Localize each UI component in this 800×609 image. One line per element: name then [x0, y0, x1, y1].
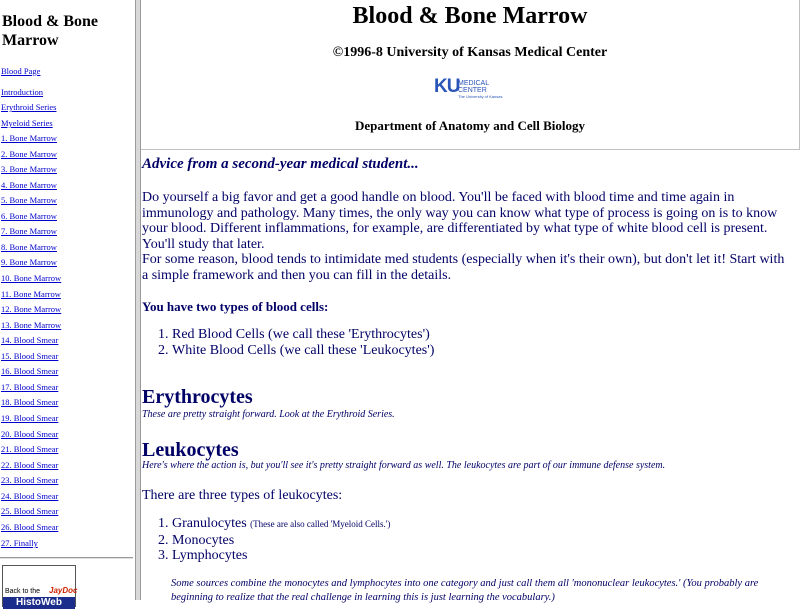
banner-back-text: Back to the — [5, 588, 41, 595]
main-frame — [141, 0, 800, 603]
sidebar-link-13[interactable]: 13. Bone Marrow — [1, 320, 62, 330]
list-item-monocytes: 2. Monocytes — [172, 533, 390, 549]
sidebar-link-4[interactable]: 4. Bone Marrow — [1, 180, 57, 190]
leukocyte-types-list — [149, 516, 390, 564]
sidebar-link-8[interactable]: 8. Bone Marrow — [1, 242, 57, 252]
sidebar-link-26[interactable]: 26. Blood Smear — [1, 522, 59, 532]
sidebar-link-12[interactable]: 12. Bone Marrow — [1, 304, 62, 314]
sidebar-link-11[interactable]: 11. Bone Marrow — [1, 289, 61, 299]
granulocytes-label: Granulocytes — [172, 516, 247, 531]
leukocytes-note: Here's where the action is, but you'll see it's pretty straight forward as well. The leukocytes are part of our immune defense system. — [142, 460, 666, 471]
advice-heading: Advice from a second-year medical student... — [142, 156, 419, 172]
sidebar-link-7[interactable]: 7. Bone Marrow — [1, 226, 57, 236]
copyright-text: ©1996-8 University of Kansas Medical Center — [332, 45, 608, 60]
ku-logo-letters: KU — [434, 76, 460, 97]
ku-medical-center-logo — [434, 77, 508, 101]
sidebar-link-3[interactable]: 3. Bone Marrow — [1, 164, 57, 174]
ku-logo-medical: MEDICAL CENTER — [458, 80, 489, 94]
list-item-lymphocytes: 3. Lymphocytes — [172, 548, 390, 564]
banner-histoweb-text: HistoWeb — [3, 597, 75, 609]
sidebar-link-erythroid-series[interactable]: Erythroid Series — [1, 102, 57, 112]
sidebar-link-23[interactable]: 23. Blood Smear — [1, 475, 59, 485]
sidebar-link-1[interactable]: 1. Bone Marrow — [1, 133, 57, 143]
blood-cell-types-list — [149, 327, 434, 358]
sidebar-link-myeloid-series[interactable]: Myeloid Series — [1, 118, 53, 128]
ku-logo-subtitle: The University of Kansas — [458, 94, 503, 99]
list-item-white-blood-cells: 2. White Blood Cells (we call these 'Leukocytes') — [172, 343, 434, 359]
sidebar-link-10[interactable]: 10. Bone Marrow — [1, 273, 62, 283]
sidebar-link-15[interactable]: 15. Blood Smear — [1, 351, 59, 361]
list-item-granulocytes — [172, 516, 390, 533]
two-types-heading: You have two types of blood cells: — [142, 299, 329, 314]
erythrocytes-heading: Erythrocytes — [142, 386, 253, 408]
three-types-text: There are three types of leukocytes: — [142, 488, 343, 503]
sidebar-link-22[interactable]: 22. Blood Smear — [1, 460, 59, 470]
histoweb-banner[interactable] — [2, 565, 76, 607]
sidebar-link-introduction[interactable]: Introduction — [1, 87, 44, 97]
myeloid-cells-note: (These are also called 'Myeloid Cells.') — [250, 519, 391, 529]
sidebar-link-21[interactable]: 21. Blood Smear — [1, 444, 59, 454]
banner-jaydoc-logo: JayDoc — [49, 586, 78, 595]
department-name: Department of Anatomy and Cell Biology — [354, 118, 586, 133]
sidebar-link-20[interactable]: 20. Blood Smear — [1, 429, 59, 439]
intro-paragraph: Do yourself a big favor and get a good handle on blood. You'll be faced with blood time and time again in immunology and pathology. Many times, the only way you can know what type of process is going on is to know your blood. Different inflammations, for example, are differentiated by what type of white blood cell is present. You'll study that later. — [142, 190, 778, 252]
sidebar-link-18[interactable]: 18. Blood Smear — [1, 397, 59, 407]
sidebar-link-16[interactable]: 16. Blood Smear — [1, 366, 59, 376]
sidebar-divider — [0, 557, 133, 559]
list-item-red-blood-cells: 1. Red Blood Cells (we call these 'Erythrocytes') — [172, 327, 434, 343]
sidebar-frame — [0, 0, 135, 608]
sidebar-link-6[interactable]: 6. Bone Marrow — [1, 211, 57, 221]
sidebar-link-24[interactable]: 24. Blood Smear — [1, 491, 59, 501]
sidebar-link-9[interactable]: 9. Bone Marrow — [1, 257, 57, 267]
mononuclear-footnote: Some sources combine the monocytes and lymphocytes into one category and just call them all 'mononuclear leukocytes.' (You probably are beginning to realize that the real challenge in learning this is just learning the vocabulary.) — [171, 578, 759, 603]
sidebar-link-14[interactable]: 14. Blood Smear — [1, 335, 59, 345]
header-frame — [141, 0, 800, 150]
sidebar-link-25[interactable]: 25. Blood Smear — [1, 506, 59, 516]
sidebar-link-27[interactable]: 27. Finally — [1, 538, 38, 548]
sidebar-link-5[interactable]: 5. Bone Marrow — [1, 195, 57, 205]
leukocytes-heading: Leukocytes — [142, 439, 239, 461]
sidebar-link-17[interactable]: 17. Blood Smear — [1, 382, 59, 392]
page-title: Blood & Bone Marrow — [352, 3, 588, 29]
sidebar-link-19[interactable]: 19. Blood Smear — [1, 413, 59, 423]
erythrocytes-note: These are pretty straight forward. Look at the Erythroid Series. — [142, 409, 395, 420]
sidebar-link-2[interactable]: 2. Bone Marrow — [1, 149, 57, 159]
sidebar-title: Blood & Bone Marrow — [2, 13, 99, 49]
framework-paragraph: For some reason, blood tends to intimidate med students (especially when it's their own), but don't let it! Start with a simple framework and then you can fill in the details. — [142, 252, 785, 283]
sidebar-link-blood-page[interactable]: Blood Page — [1, 66, 41, 76]
